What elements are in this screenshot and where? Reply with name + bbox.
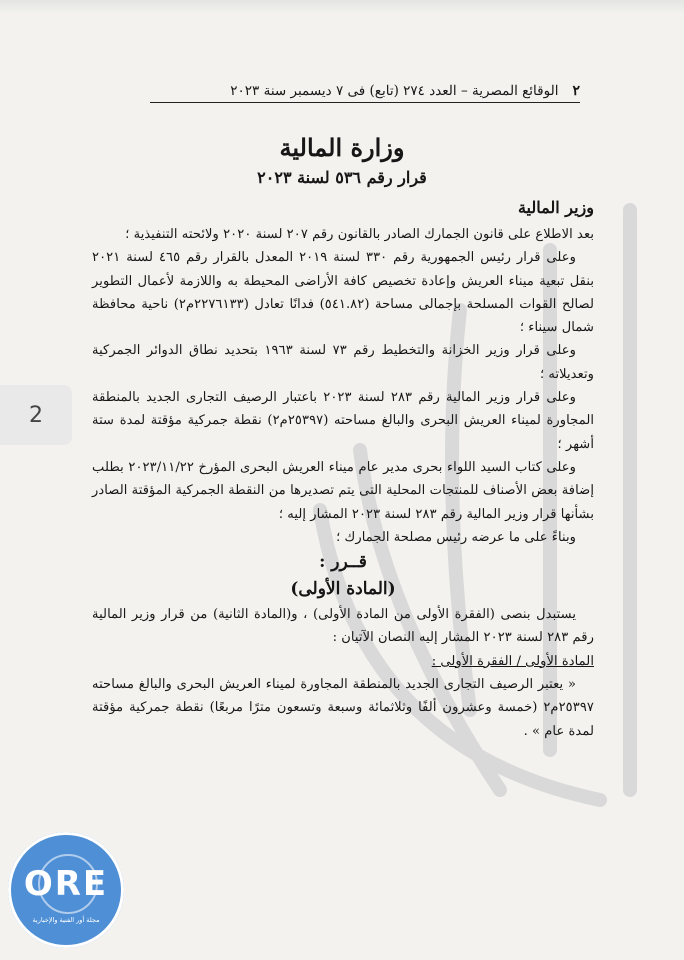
preamble-paragraph: وعلى قرار وزير الخزانة والتخطيط رقم ٧٣ لسنة ١٩٦٣ بتحديد نطاق الدوائر الجمركية وتعديلاته ؛ [92, 343, 594, 382]
ore-logo [8, 832, 124, 948]
article-quote: « يعتبر الرصيف التجارى الجديد بالمنطقة المجاورة لميناء العريش البحرى والبالغ مساحته ٢٥٣٩٧م٢ (خمسة وعشرون ألفًا وثلاثمائة وسبعة وتسعون مترًا مربعًا) نقطة جمركية مؤقتة لمدة عام » . [92, 677, 594, 739]
page-indicator-tab[interactable] [0, 385, 72, 445]
ministry-title: وزارة المالية [279, 133, 405, 162]
article-text: يستبدل بنصى (الفقرة الأولى من المادة الأولى) ، و(المادة الثانية) من قرار وزير المالية رقم ٢٨٣ لسنة ٢٠٢٣ المشار إليه النصان الآتيان : [92, 607, 594, 646]
article-title: (المادة الأولى) [290, 579, 396, 600]
decree-title: قرار رقم ٥٣٦ لسنة ٢٠٢٣ [257, 168, 427, 187]
article-subheading: المادة الأولى / الفقرة الأولى : [431, 653, 594, 669]
issuer-heading: وزير المالية [517, 198, 594, 217]
top-shadow-band [0, 0, 684, 14]
preamble-paragraph: بعد الاطلاع على قانون الجمارك الصادر بالقانون رقم ٢٠٧ لسنة ٢٠٢٠ ولائحته التنفيذية ؛ [125, 227, 594, 242]
decided-heading: قــرر : [319, 552, 367, 573]
logo-text: ORE [23, 864, 109, 904]
preamble-paragraph: وعلى قرار رئيس الجمهورية رقم ٣٣٠ لسنة ٢٠١٩ المعدل بالقرار رقم ٤٦٥ لسنة ٢٠٢١ بنقل تبعية ميناء العريش وإعادة تخصيص كافة الأراضى المحيطة به واللازمة لأعمال التطوير لصالح القوات المسلحة بإجمالى مساحة (٥٤١.٨٢) فدانًا تعادل (٢٢٧٦١٣٣م٢) ناحية محافظة شمال سيناء ؛ [92, 250, 594, 336]
page-indicator-number: 2 [29, 402, 43, 428]
preamble-paragraph: وبناءً على ما عرضه رئيس مصلحة الجمارك ؛ [336, 529, 576, 545]
gazette-header [150, 80, 580, 103]
logo-subtitle: مجلة أور الفنية والإخبارية [32, 916, 100, 924]
decree-body [92, 223, 594, 743]
preamble-paragraph: وعلى كتاب السيد اللواء بحرى مدير عام ميناء العريش البحرى المؤرخ ٢٠٢٣/١١/٢٢ بطلب إضافة بعض الأصناف للمنتجات المحلية التى يتم تصديرها من النقطة الجمركية المؤقتة الصادر بشأنها قرار وزير المالية رقم ٢٨٣ لسنة ٢٠٢٣ المشار إليه ؛ [92, 459, 594, 522]
gazette-issue-line: الوقائع المصرية – العدد ٢٧٤ (تابع) فى ٧ ديسمبر سنة ٢٠٢٣ [230, 83, 559, 99]
preamble-paragraph: وعلى قرار وزير المالية رقم ٢٨٣ لسنة ٢٠٢٣ باعتبار الرصيف التجارى الجديد بالمنطقة المجاورة لميناء العريش البحرى والبالغ مساحته (٢٥٣٩٧م٢) نقطة جمركية مؤقتة لمدة ستة أشهر ؛ [92, 390, 594, 452]
page-number: ٢ [572, 83, 580, 99]
